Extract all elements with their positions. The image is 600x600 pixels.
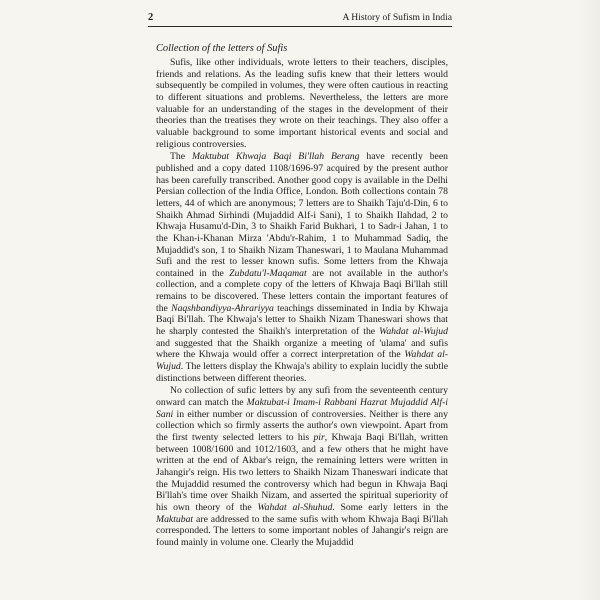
p2-text-c: are not available in the author's collection, and a complete copy of the letters of Khwaja Baqi Bi'llah still remains to be discovered. These letters contain the important features of the	[156, 267, 448, 314]
p3-text-d: . Some early letters in the	[332, 501, 448, 513]
p3-italic-title-2: pir	[313, 432, 325, 443]
p2-text-f: . The letters display the Khwaja's ability to explain lucidly the subtle distinctions between different theories.	[156, 361, 448, 384]
p3-italic-title-3: Wahdat al-Shuhud	[257, 501, 333, 513]
p2-text-d: teachings disseminated in India by Khwaja Baqi Bi'llah. The Khwaja's letter to Shaikh Nizam Thaneswari shows that he sharply contested the Shaikh's interpretation of the	[156, 302, 448, 338]
p2-italic-title-1: Maktubat Khwaja Baqi Bi'llah Berang	[191, 151, 360, 163]
page-number: 2	[148, 12, 154, 23]
p3-text-e: are addressed to the same sufis with whom Khwaja Baqi Bi'llah corresponded. The letters to some important nobles of Jahangir's reign are found mainly in volume one. Clearly the Mujaddid	[156, 513, 448, 548]
page-edge-shadow	[578, 0, 600, 600]
p3-italic-title-4: Maktubat	[156, 513, 194, 525]
p2-italic-title-4: Wahdat al-Wujud	[379, 326, 448, 338]
p3-italic-title-1: Maktubat-i Imam-i Rabbani Hazrat Mujaddid Alf-i Sani	[156, 397, 448, 420]
running-header	[148, 12, 452, 27]
p2-text-b: have recently been published and a copy dated 1108/1696-97 acquired by the present author has been carefully transcribed. Another good copy is available in the Delhi Persian collection of the India Office, London. Both collections contain 78 letters, 44 of which are anonymous; 7 letters are to Shaikh Taju'd-Din, 6 to Shaikh Ahmad Sirhindi (Mujaddid Alf-i Sani), 1 to Shaikh Ilahdad, 2 to Khwaja Husamu'd-Din, 3 to Shaikh Farid Bukhari, 1 to Sadr-i Jahan, 1 to the Khan-i-Khanan Mirza 'Abdu'r-Rahim, 1 to Muhammad Sadiq, the Mujaddid's son, 1 to Shaikh Nizam Thaneswari, 1 to Maulana Muhammad Sufi and the rest to lesser known sufis. Some letters from the Khwaja contained in the	[156, 151, 448, 279]
paragraph-3	[156, 385, 448, 548]
paragraph-1: Sufis, like other individuals, wrote letters to their teachers, disciples, friends and relations. As the leading sufis knew that their letters would subsequently be compiled in volumes, they were often cautious in reacting to different situations and problems. Nevertheless, the letters are more valuable for an understanding of the stages in the development of their theories than the treatises they wrote on their teachings. They also offer a valuable background to some important historical events and social and religious controversies.	[156, 57, 448, 150]
paragraph-2	[156, 151, 448, 384]
section-heading: Collection of the letters of Sufis	[156, 43, 288, 54]
p3-text-c: , Khwaja Baqi Bi'llah, written between 1008/1600 and 1012/1603, and a few others that he might have written at the end of Akbar's reign, the remaining letters were written in Jahangir's reign. His two letters to Shaikh Nizam Thaneswari indicate that the Mujaddid resumed the controversy which had begun in Khwaja Baqi Bi'llah's time over Shaikh Nizam, and asserted the spiritual superiority of his own theory of the	[156, 432, 449, 513]
p2-italic-title-3: Naqshbandiyya-Ahrariyya	[171, 302, 274, 314]
p2-italic-title-2: Zubdatu'l-Maqamat	[229, 267, 307, 279]
p3-text-a: No collection of sufic letters by any sufi from the seventeenth century onward can match the	[156, 385, 448, 409]
p2-text-a: The	[170, 151, 192, 163]
p2-text-e: and suggested that the Shaikh organize a meeting of 'ulama' and sufis where the Khwaja would offer a correct interpretation of the	[156, 337, 448, 361]
p2-italic-title-5: Wahdat al-Wujud	[156, 349, 448, 373]
running-title: A History of Sufism in India	[342, 12, 452, 23]
p3-text-b: in either number or discussion of controversies. Neither is there any collection which so firmly asserts the author's own viewpoint. Apart from the first twenty selected letters to his	[156, 408, 448, 443]
